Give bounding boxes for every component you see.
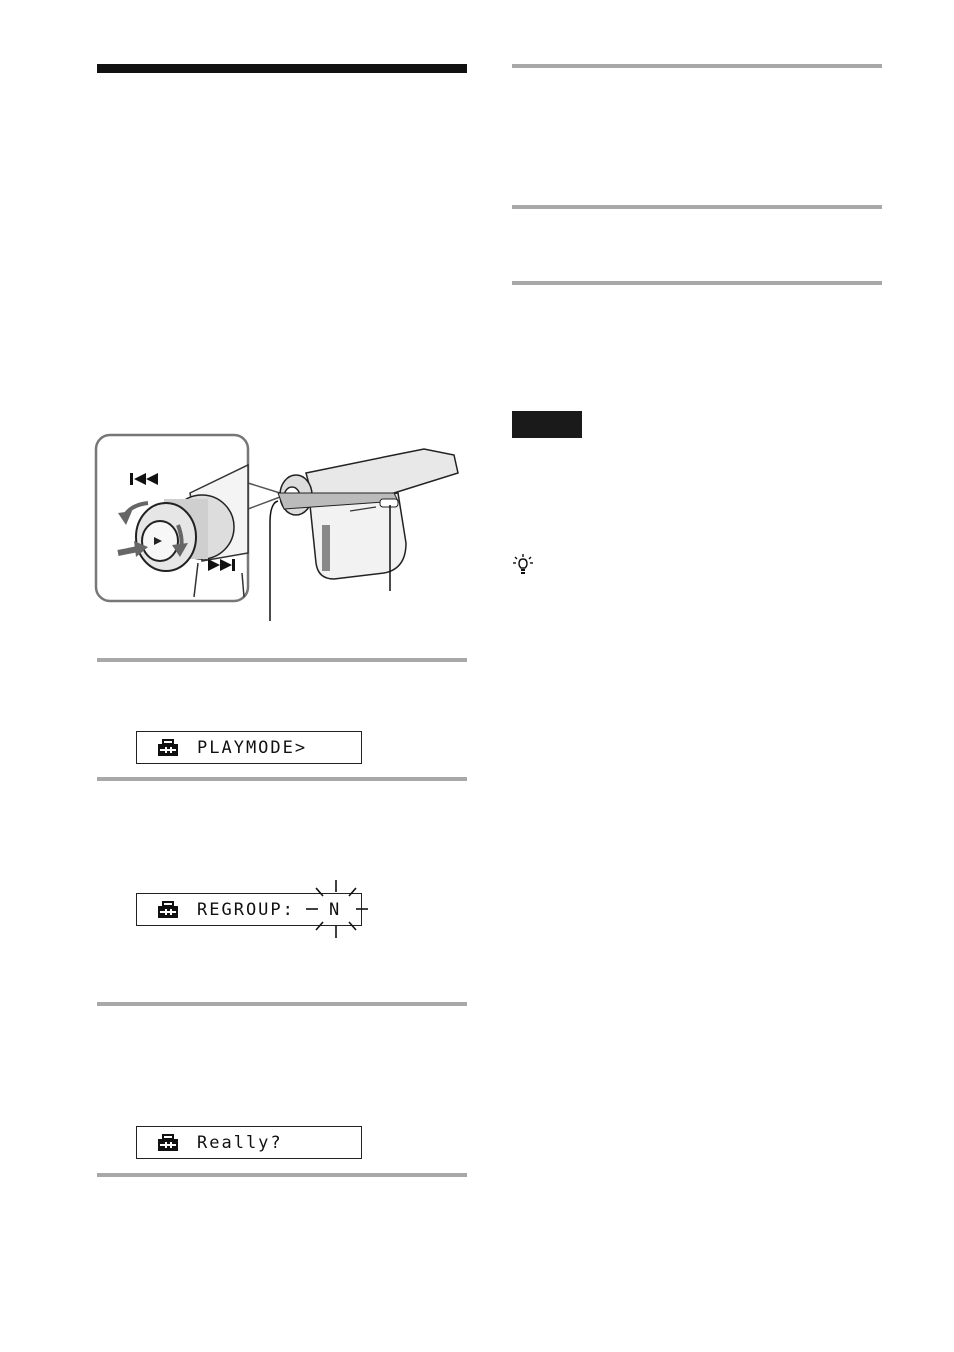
step-5-rule — [512, 64, 882, 68]
toolbox-icon — [157, 739, 179, 757]
step-3-rule — [97, 1002, 467, 1006]
blinking-indicator-icon — [300, 876, 372, 942]
step-6-rule — [512, 205, 882, 209]
lightbulb-icon — [512, 553, 534, 575]
toolbox-icon — [157, 1134, 179, 1152]
lcd-display-really — [136, 1126, 362, 1159]
lcd-text: PLAYMODE> — [197, 738, 308, 758]
lcd-text: Really? — [197, 1133, 283, 1153]
step-4-rule — [97, 1173, 467, 1177]
device-illustration — [94, 433, 466, 623]
lcd-blinking-value: N — [329, 900, 340, 920]
section-title-bar — [97, 64, 467, 73]
toolbox-icon — [157, 901, 179, 919]
step-2-rule — [97, 777, 467, 781]
lcd-display-playmode — [136, 731, 362, 764]
lcd-text: REGROUP: — [197, 900, 295, 920]
note-label — [512, 411, 582, 438]
step-1-rule — [97, 658, 467, 662]
step-7-rule — [512, 281, 882, 285]
